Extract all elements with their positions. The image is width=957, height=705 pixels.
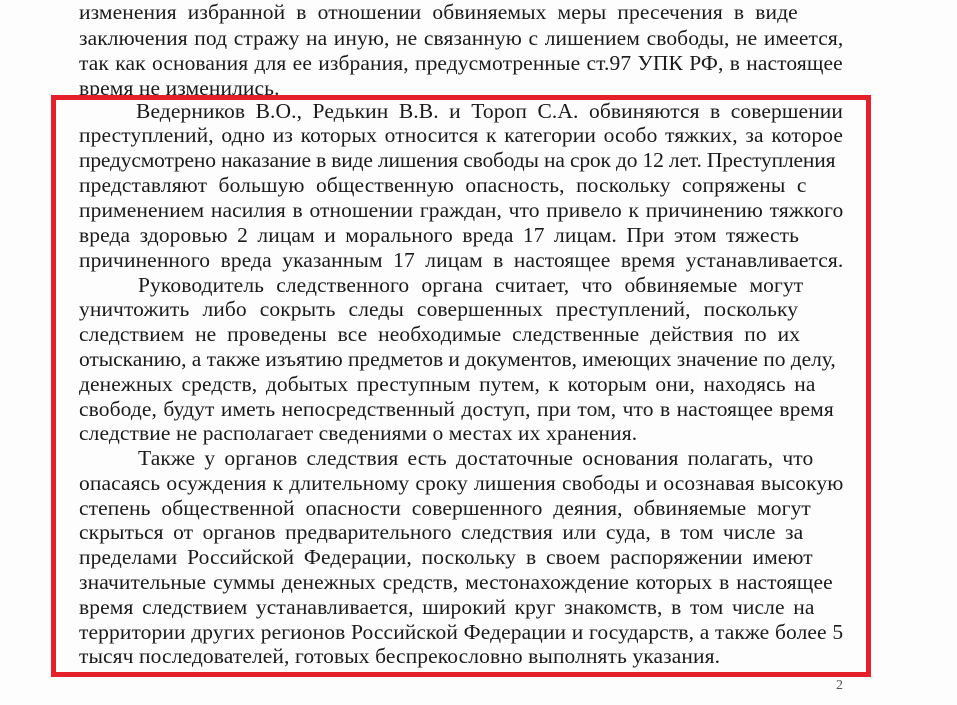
text-line: денежных средств, добытых преступным путем, к которым они, находясь на bbox=[79, 372, 816, 396]
text-line: скрыться от органов предварительного следствия или суда, в том числе за bbox=[79, 520, 804, 544]
text-line: территории других регионов Российской Федерации и государств, а также более 5 bbox=[79, 620, 844, 644]
text-line: степень общественной опасности совершенного деяния, обвиняемые могут bbox=[79, 496, 811, 520]
text-line: значительные суммы денежных средств, местонахождение которых в настоящее bbox=[79, 570, 833, 594]
text-line: пределами Российской Федерации, поскольку в своем распоряжении имеют bbox=[79, 545, 813, 569]
text-line: время следствием устанавливается, широкий круг знакомств, в том числе на bbox=[79, 595, 815, 619]
text-line: применением насилия в отношении граждан, что привело к причинению тяжкого bbox=[79, 198, 844, 222]
text-line: предусмотрено наказание в виде лишения свободы на срок до 12 лет. Преступления bbox=[79, 148, 836, 172]
text-line: отысканию, а также изъятию предметов и документов, имеющих значение по делу, bbox=[79, 347, 836, 371]
text-line: представляют большую общественную опасность, поскольку сопряжены с bbox=[79, 173, 807, 197]
text-line: свободе, будут иметь непосредственный доступ, при том, что в настоящее время bbox=[79, 397, 834, 421]
text-line: так как основания для ее избрания, предусмотренные ст.97 УПК РФ, в настоящее bbox=[79, 51, 843, 75]
text-line: преступлений, одно из которых относится к категории особо тяжких, за которое bbox=[79, 123, 844, 147]
text-line: Также у органов следствия есть достаточные основания полагать, что bbox=[138, 446, 814, 470]
text-line: тысяч последователей, готовых беспрекословно выполнять указания. bbox=[79, 644, 721, 668]
text-line: время не изменились. bbox=[79, 76, 280, 100]
text-line: вреда здоровью 2 лицам и морального вреда 17 лицам. При этом тяжесть bbox=[79, 223, 800, 247]
text-line: причиненного вреда указанным 17 лицам в настоящее время устанавливается. bbox=[79, 248, 844, 272]
text-line: заключения под стражу на иную, не связанную с лишением свободы, не имеется, bbox=[79, 26, 844, 50]
text-line: следствием не проведены все необходимые следственные действия по их bbox=[79, 322, 801, 346]
text-line: опасаясь осуждения к длительному сроку лишения свободы и осознавая высокую bbox=[79, 471, 844, 495]
text-line: Руководитель следственного органа считает, что обвиняемые могут bbox=[138, 273, 804, 297]
text-line: уничтожить либо сокрыть следы совершенных преступлений, поскольку bbox=[79, 297, 799, 321]
text-line: Ведерников В.О., Редькин В.В. и Тороп С.А. обвиняются в совершении bbox=[136, 99, 844, 123]
text-line: следствие не располагает сведениями о местах их хранения. bbox=[79, 421, 638, 445]
text-line: изменения избранной в отношении обвиняемых меры пресечения в виде bbox=[79, 0, 798, 24]
page-number: 2 bbox=[836, 678, 843, 693]
